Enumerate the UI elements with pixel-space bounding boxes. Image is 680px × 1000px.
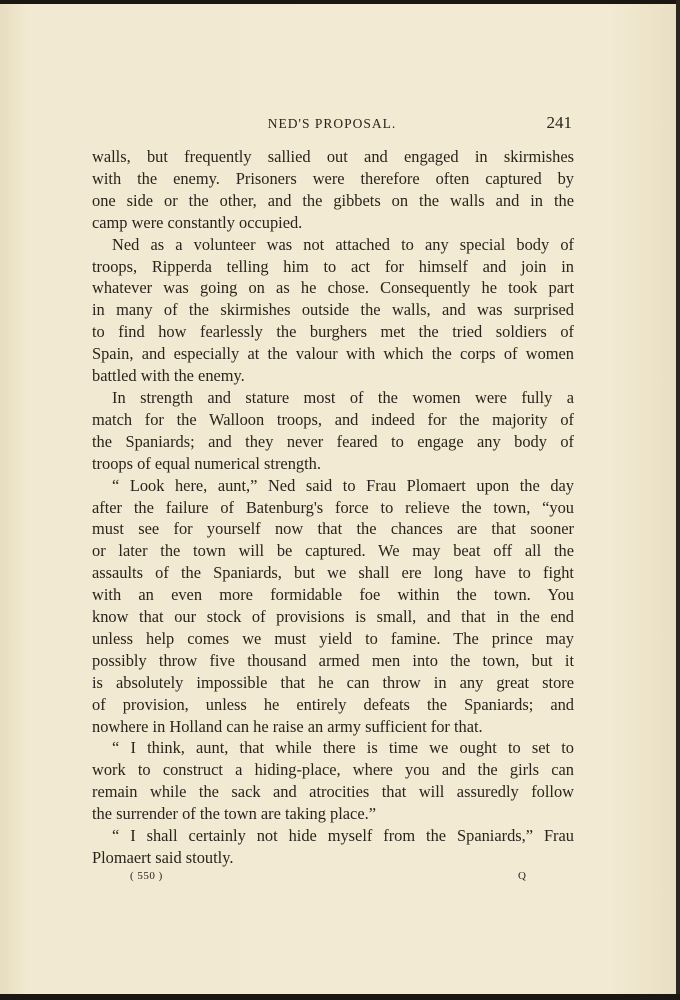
- text-line: assaults of the Spaniards, but we shall ere long have to fight: [92, 563, 574, 583]
- text-line: whatever was going on as he chose. Consequently he took part: [92, 278, 574, 298]
- signature-mark: ( 550 ): [130, 870, 163, 882]
- text-line: remain while the sack and atrocities that will assuredly follow: [92, 782, 574, 802]
- text-line: or later the town will be captured. We may beat off all the: [92, 541, 574, 561]
- text-line: one side or the other, and the gibbets on the walls and in the: [92, 190, 574, 210]
- page-number: 241: [546, 113, 572, 132]
- text-line: possibly throw five thousand armed men into the town, but it: [92, 650, 574, 670]
- text-line: “ Look here, aunt,” Ned said to Frau Plomaert upon the day: [112, 475, 574, 495]
- text-line: In strength and stature most of the women were fully a: [112, 387, 574, 407]
- text-line: walls, but frequently sallied out and engaged in skirmishes: [92, 147, 574, 166]
- text-line: nowhere in Holland can he raise an army sufficient for that.: [92, 716, 483, 736]
- text-line: must see for yourself now that the chances are that sooner: [92, 519, 574, 539]
- text-line: Ned as a volunteer was not attached to any special body of: [112, 234, 574, 254]
- text-line: battled with the enemy.: [92, 366, 245, 386]
- text-line: troops of equal numerical strength.: [92, 453, 321, 473]
- page-header: [92, 113, 572, 135]
- text-line: to find how fearlessly the burghers met the tried soldiers of: [92, 322, 574, 342]
- book-page: [0, 4, 676, 994]
- running-title: NED'S PROPOSAL.: [267, 116, 397, 131]
- text-line: the surrender of the town are taking place.”: [92, 804, 376, 824]
- text-line: is absolutely impossible that he can throw in any great store: [92, 672, 574, 692]
- text-line: camp were constantly occupied.: [92, 212, 303, 232]
- text-line: after the failure of Batenburg's force to relieve the town, “you: [92, 497, 574, 517]
- text-line: with an even more formidable foe within the town. You: [92, 585, 574, 605]
- scan-border: [0, 994, 680, 1000]
- text-line: of provision, unless he entirely defeats the Spaniards; and: [92, 694, 574, 714]
- text-line: in many of the skirmishes outside the walls, and was surprised: [92, 300, 574, 320]
- body-text: [92, 146, 574, 869]
- text-line: the Spaniards; and they never feared to engage any body of: [92, 431, 574, 451]
- text-line: unless help comes we must yield to famine. The prince may: [92, 628, 574, 648]
- text-line: Spain, and especially at the valour with which the corps of women: [92, 344, 574, 364]
- text-line: with the enemy. Prisoners were therefore often captured by: [92, 168, 574, 188]
- signature-letter: Q: [518, 870, 526, 882]
- text-line: troops, Ripperda telling him to act for himself and join in: [92, 256, 574, 276]
- text-line: match for the Walloon troops, and indeed for the majority of: [92, 409, 574, 429]
- text-line: “ I shall certainly not hide myself from the Spaniards,” Frau: [112, 826, 574, 846]
- text-line: work to construct a hiding-place, where you and the girls can: [92, 760, 574, 780]
- text-line: know that our stock of provisions is small, and that in the end: [92, 607, 574, 627]
- text-line: Plomaert said stoutly.: [92, 848, 234, 867]
- page-footer: [92, 870, 574, 888]
- text-line: “ I think, aunt, that while there is time we ought to set to: [112, 738, 574, 758]
- page-edge-shadow: [676, 0, 680, 1000]
